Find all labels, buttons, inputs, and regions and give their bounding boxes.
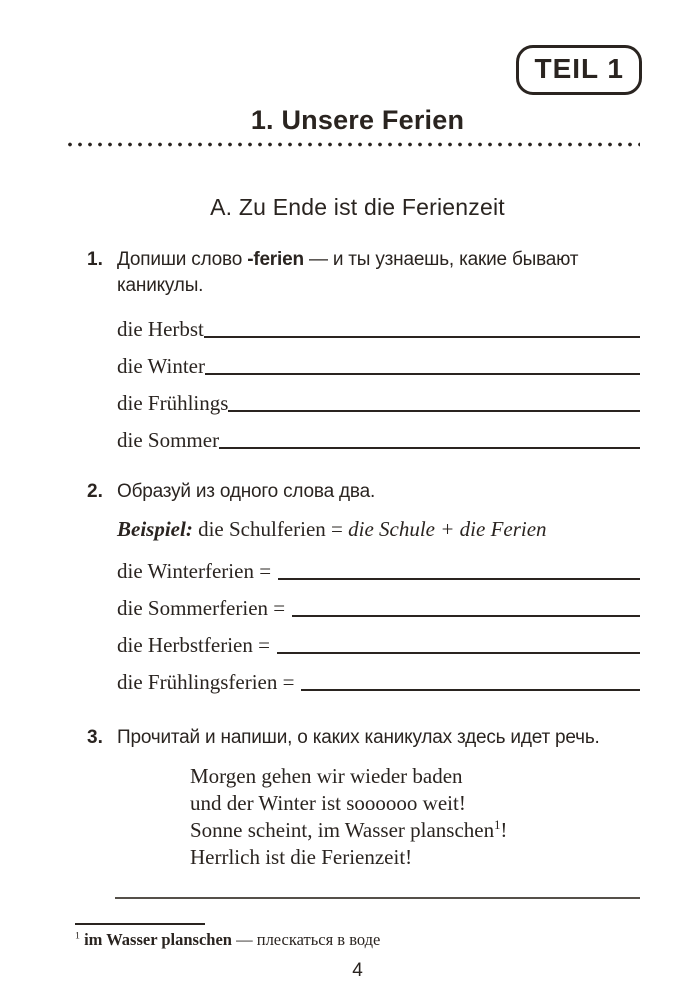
fill-in-blank[interactable] — [219, 447, 640, 449]
part-badge: TEIL 1 — [516, 45, 642, 95]
word-stem: die Herbstferien = — [117, 632, 270, 657]
exercise-1 — [75, 247, 640, 299]
example-normal: die Schulferien = — [192, 517, 349, 541]
instruction-bold-word: -ferien — [247, 249, 304, 270]
fill-row — [117, 379, 640, 416]
footnote-marker: 1 — [75, 930, 80, 942]
poem-line: Morgen gehen wir wieder baden — [190, 764, 463, 788]
exercise-2 — [75, 479, 640, 505]
word-stem: die Sommer — [117, 427, 220, 452]
fill-row — [117, 584, 640, 621]
exercise-1-instruction — [117, 247, 640, 299]
exercise-3-instruction: Прочитай и напиши, о каких каникулах здесь идет речь. — [117, 727, 600, 748]
example-label: Beispiel: — [117, 517, 193, 541]
poem-line-text: ! — [500, 818, 508, 842]
fill-row — [117, 658, 640, 695]
word-stem: die Frühlings — [117, 390, 229, 415]
dotted-divider — [65, 141, 640, 148]
exercise-2-items — [117, 547, 640, 695]
fill-in-blank[interactable] — [301, 689, 640, 691]
exercise-2-instruction: Образуй из одного слова два. — [117, 481, 376, 502]
word-stem: die Sommerferien = — [117, 595, 286, 620]
word-stem: die Winter — [117, 353, 205, 378]
fill-row — [117, 305, 640, 342]
instruction-text: Допиши слово — [117, 249, 248, 270]
poem — [190, 763, 640, 871]
page-title: 1. Unsere Ferien — [250, 105, 465, 135]
fill-in-blank[interactable] — [292, 615, 640, 617]
fill-in-blank[interactable] — [277, 652, 640, 654]
poem-line: Herrlich ist die Ferienzeit! — [190, 845, 413, 869]
footnote-rule — [75, 923, 205, 925]
poem-line-text: Sonne scheint, im Wasser planschen — [190, 818, 495, 842]
fill-row — [117, 342, 640, 379]
instruction-text: — и ты узнаешь, какие бывают каникулы. — [117, 249, 579, 296]
answer-blank[interactable] — [115, 897, 640, 899]
fill-in-blank[interactable] — [228, 410, 640, 412]
footnote-marker: 1 — [494, 818, 501, 832]
word-stem: die Frühlingsferien = — [117, 669, 295, 694]
exercise-1-number: 1. — [87, 249, 103, 270]
footnote — [75, 930, 640, 950]
word-stem: die Herbst — [117, 316, 204, 341]
fill-in-blank[interactable] — [205, 373, 640, 375]
fill-in-blank[interactable] — [204, 336, 640, 338]
poem-line — [190, 817, 640, 844]
page-number: 4 — [352, 960, 363, 981]
exercise-3-number: 3. — [87, 727, 103, 748]
exercise-2-number: 2. — [87, 481, 103, 502]
word-stem: die Winterferien = — [117, 558, 272, 583]
exercise-2-example — [117, 517, 640, 542]
fill-row — [117, 416, 640, 453]
footnote-term: im Wasser planschen — [84, 930, 232, 949]
example-italic: die Schule + die Ferien — [348, 517, 547, 541]
exercise-1-items — [117, 305, 640, 453]
footnote-definition: — плескаться в воде — [231, 930, 381, 949]
fill-in-blank[interactable] — [278, 578, 640, 580]
fill-row — [117, 547, 640, 584]
poem-line: und der Winter ist soooooo weit! — [190, 791, 466, 815]
fill-row — [117, 621, 640, 658]
section-heading: A. Zu Ende ist die Ferienzeit — [210, 194, 505, 220]
exercise-3 — [75, 725, 640, 751]
